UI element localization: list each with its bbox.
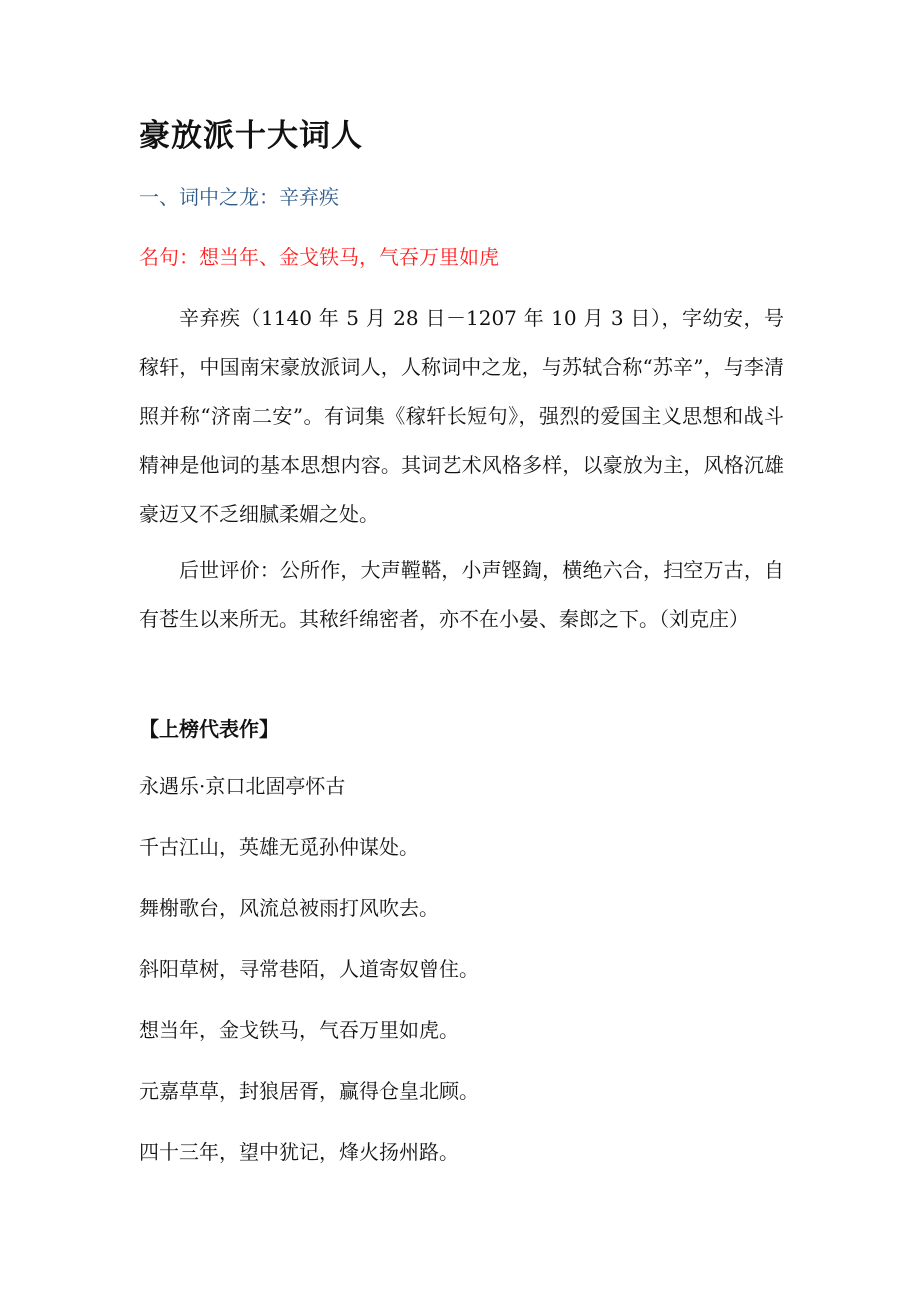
biography-paragraph: 辛弃疾（1140 年 5 月 28 日－1207 年 10 月 3 日），字幼安，号稼轩，中国南宋豪放派词人，人称词中之龙，与苏轼合称“苏辛”，与李清照并称“济南二安”。有词集《稼轩长短句》，强烈的爱国主义思想和战斗精神是他词的基本思想内容。其词艺术风格多样，以豪放为主，风格沉雄豪迈又不乏细腻柔媚之处。: [139, 306, 784, 526]
evaluation-paragraph: 后世评价：公所作，大声鞺鞳，小声铿鍧，横绝六合，扫空万古，自有苍生以来所无。其秾纤绵密者，亦不在小晏、秦郎之下。（刘克庄）: [139, 558, 784, 631]
poem-line: 舞榭歌台，风流总被雨打风吹去。: [139, 896, 439, 920]
document-title: 豪放派十大词人: [139, 118, 363, 154]
representative-works-label: 【上榜代表作】: [139, 717, 279, 741]
poem-lines: [139, 769, 479, 1196]
poem-line: 斜阳草树，寻常巷陌，人道寄奴曾住。: [139, 957, 479, 981]
poem-line: 千古江山，英雄无觅孙仲谋处。: [139, 835, 419, 859]
famous-line: 名句：想当年、金戈铁马，气吞万里如虎: [139, 245, 499, 269]
poem-line: 四十三年，望中犹记，烽火扬州路。: [139, 1140, 459, 1164]
poem-title: 永遇乐·京口北固亭怀古: [139, 774, 346, 798]
poem-line: 元嘉草草，封狼居胥，赢得仓皇北顾。: [139, 1079, 479, 1103]
section-heading: 一、词中之龙：辛弃疾: [139, 185, 339, 209]
poem-line: 想当年，金戈铁马，气吞万里如虎。: [139, 1018, 459, 1042]
